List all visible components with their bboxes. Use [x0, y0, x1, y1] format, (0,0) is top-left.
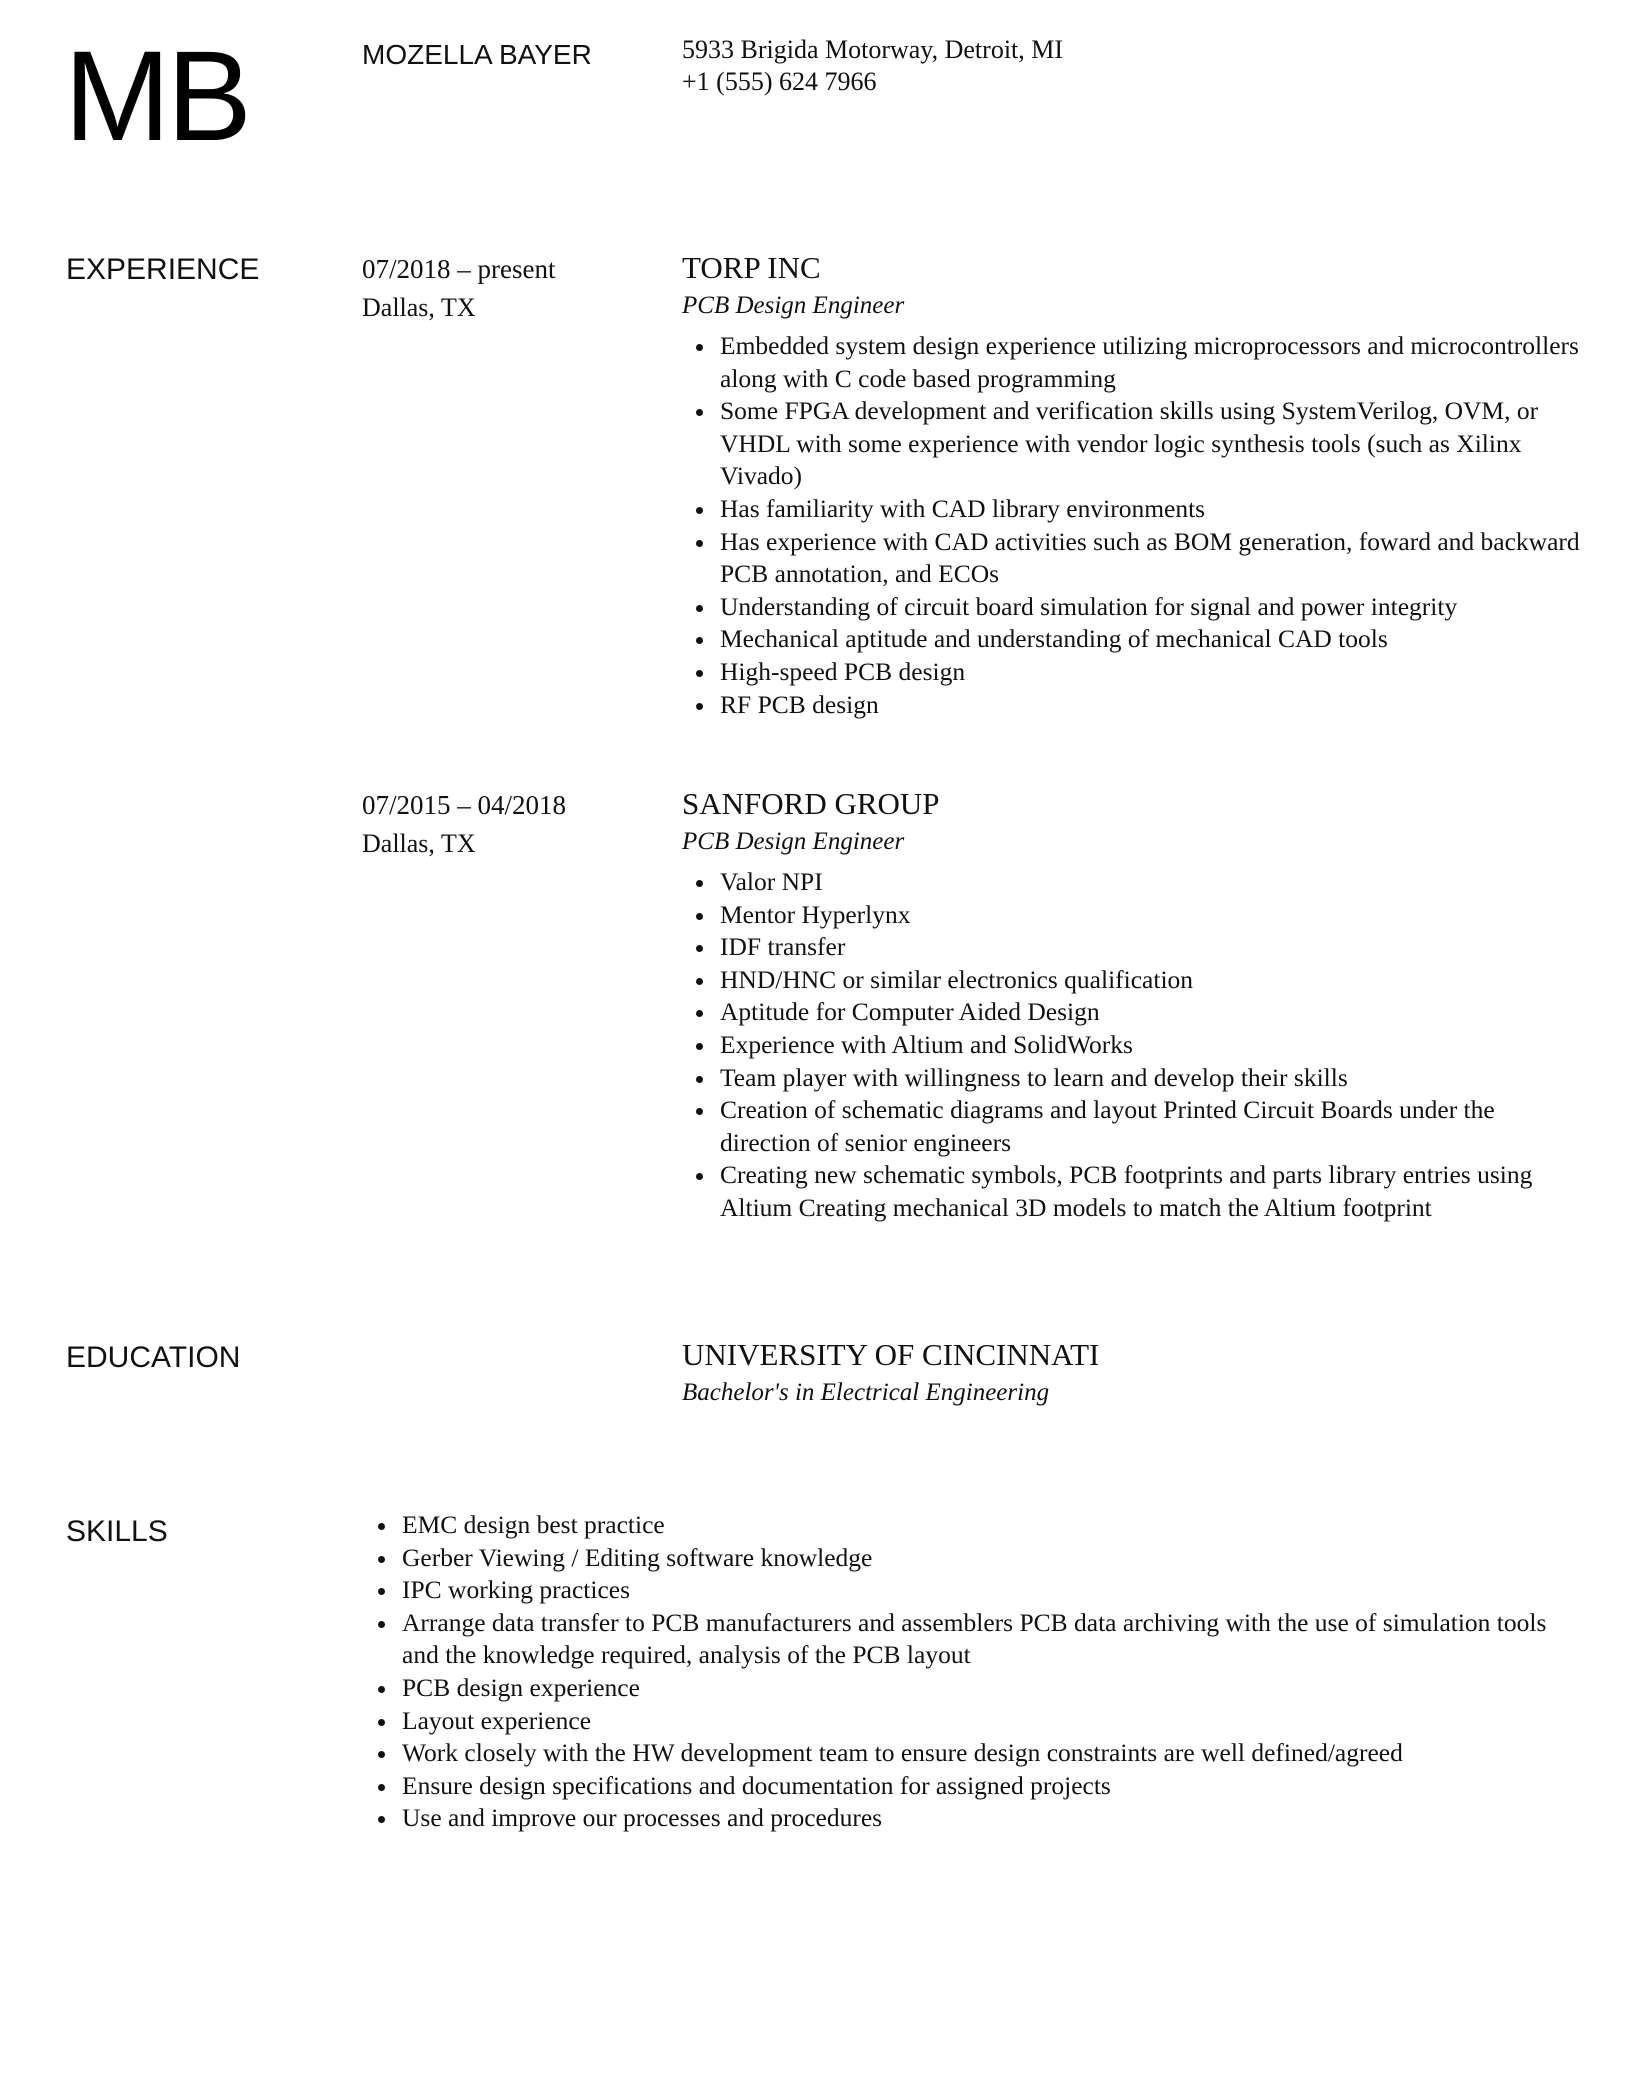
job-location: Dallas, TX — [362, 829, 476, 858]
list-item: Has familiarity with CAD library environments — [680, 493, 1580, 526]
list-item: Mechanical aptitude and understanding of mechanical CAD tools — [680, 623, 1580, 656]
candidate-name: MOZELLA BAYER — [362, 39, 592, 70]
company-name: TORP INC — [682, 250, 821, 285]
list-item: EMC design best practice — [362, 1509, 1562, 1542]
section-title-skills: SKILLS — [66, 1515, 168, 1548]
list-item: Experience with Altium and SolidWorks — [680, 1029, 1580, 1062]
list-item: IDF transfer — [680, 931, 1580, 964]
list-item: Arrange data transfer to PCB manufacturers and assemblers PCB data archiving with the use of simulation tools and the knowledge required, analysis of the PCB layout — [362, 1607, 1562, 1672]
skills-list — [362, 1509, 1562, 1835]
list-item: Aptitude for Computer Aided Design — [680, 996, 1580, 1029]
list-item: IPC working practices — [362, 1574, 1562, 1607]
contact-block — [682, 34, 1063, 98]
list-item: Use and improve our processes and procedures — [362, 1802, 1562, 1835]
address: 5933 Brigida Motorway, Detroit, MI — [682, 35, 1064, 64]
list-item: Layout experience — [362, 1705, 1562, 1738]
list-item: Mentor Hyperlynx — [680, 899, 1580, 932]
job-dates: 07/2015 – 04/2018 — [362, 790, 567, 820]
list-item: Gerber Viewing / Editing software knowledge — [362, 1542, 1562, 1575]
list-item: Creating new schematic symbols, PCB footprints and parts library entries using Altium Creating mechanical 3D models to match the Altium footprint — [680, 1159, 1580, 1224]
list-item: Some FPGA development and verification skills using SystemVerilog, OVM, or VHDL with some experience with vendor logic synthesis tools (such as Xilinx Vivado) — [680, 395, 1580, 493]
list-item: PCB design experience — [362, 1672, 1562, 1705]
company-name: SANFORD GROUP — [682, 786, 940, 821]
section-title-experience: EXPERIENCE — [66, 253, 260, 286]
list-item: Has experience with CAD activities such as BOM generation, foward and backward PCB annotation, and ECOs — [680, 526, 1580, 591]
section-title-education: EDUCATION — [66, 1341, 241, 1374]
phone: +1 (555) 624 7966 — [682, 67, 877, 96]
school-name: UNIVERSITY OF CINCINNATI — [682, 1337, 1100, 1372]
job-duties-list — [680, 330, 1580, 721]
list-item: Understanding of circuit board simulation for signal and power integrity — [680, 591, 1580, 624]
degree: Bachelor's in Electrical Engineering — [682, 1379, 1050, 1406]
list-item: HND/HNC or similar electronics qualification — [680, 964, 1580, 997]
list-item: High-speed PCB design — [680, 656, 1580, 689]
list-item: RF PCB design — [680, 689, 1580, 722]
list-item: Valor NPI — [680, 866, 1580, 899]
job-title: PCB Design Engineer — [682, 828, 905, 855]
job-title: PCB Design Engineer — [682, 292, 905, 319]
list-item: Creation of schematic diagrams and layout Printed Circuit Boards under the direction of senior engineers — [680, 1094, 1580, 1159]
list-item: Work closely with the HW development team to ensure design constraints are well defined/agreed — [362, 1737, 1562, 1770]
list-item: Embedded system design experience utilizing microprocessors and microcontrollers along with C code based programming — [680, 330, 1580, 395]
list-item: Team player with willingness to learn and develop their skills — [680, 1062, 1580, 1095]
job-location: Dallas, TX — [362, 293, 476, 322]
job-duties-list — [680, 866, 1580, 1225]
monogram: MB — [64, 25, 248, 168]
job-dates: 07/2018 – present — [362, 254, 556, 284]
list-item: Ensure design specifications and documentation for assigned projects — [362, 1770, 1562, 1803]
